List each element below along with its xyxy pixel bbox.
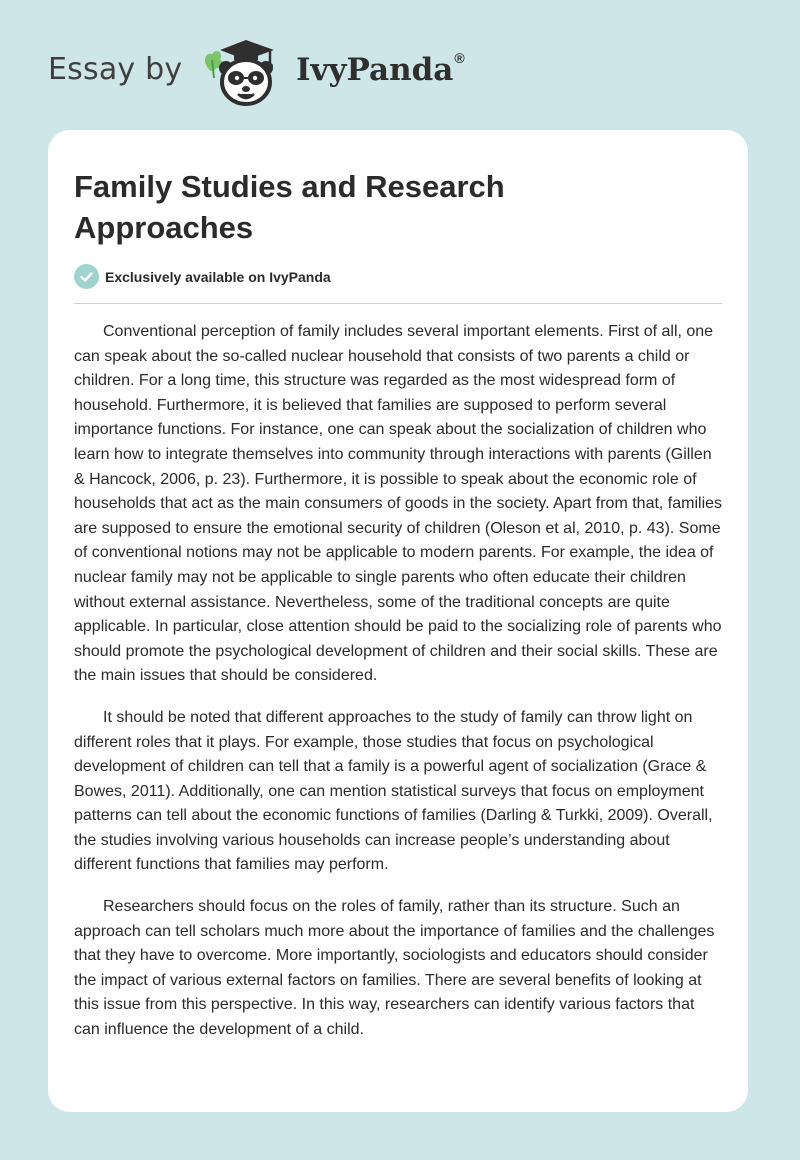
essay-title: Family Studies and Research Approaches [74,169,505,245]
essay-card [48,130,748,1112]
site-header [0,0,800,130]
paragraph: Conventional perception of family includes several important elements. First of all, one can speak about the so-called nuclear household that consists of two parents a child or children. For a long time, this structure was regarded as the most widespread form of household. Furthermore, it is believed that families are supposed to perform several importance functions. For instance, one can speak about the socialization of children who learn how to integrate themselves into community through interactions with parents (Gillen & Hancock, 2006, p. 23). Furthermore, it is possible to speak about the economic role of households that act as the main consumers of goods in the society. Apart from that, families are supposed to ensure the emotional security of children (Oleson et al, 2010, p. 43). Some of conventional notions may not be applicable to modern parents. For example, the idea of nuclear family may not be applicable to single parents who often educate their children without external assistance. Nevertheless, some of the traditional concepts are quite applicable. In particular, close attention should be paid to the socializing role of parents who should promote the psychological development of children and their social skills. These are the main issues that should be considered. [74,323,723,685]
brand-name[interactable] [296,52,465,88]
essay-by-label: Essay by [48,52,183,87]
exclusive-badge [74,264,331,289]
ivypanda-logo[interactable] [200,36,292,110]
brand-name-text: IvyPanda [296,52,454,88]
essay-body [74,320,724,1060]
registered-mark: ® [454,50,465,66]
paragraph: It should be noted that different approaches to the study of family can throw light on different roles that it plays. For example, those studies that focus on psychological development of children can tell that a family is a powerful agent of socialization (Grace & Bowes, 2011). Additionally, one can mention statistical surveys that focus on employment patterns can tell about the economic functions of families (Darling & Turkki, 2009). Overall, the studies involving various households can increase people’s understanding about different functions that families may perform. [74,708,713,874]
exclusive-label: Exclusively available on IvyPanda [105,268,331,285]
paragraph: Researchers should focus on the roles of family, rather than its structure. Such an approach can tell scholars much more about the importance of families and the challenges that they have to overcome. More importantly, sociologists and educators should consider the impact of various external factors on families. There are several benefits of looking at this issue from this perspective. In this way, researchers can identify various factors that can influence the development of a child. [74,898,715,1039]
check-icon [74,264,99,289]
panda-logo-icon [200,36,292,110]
divider [74,303,722,304]
